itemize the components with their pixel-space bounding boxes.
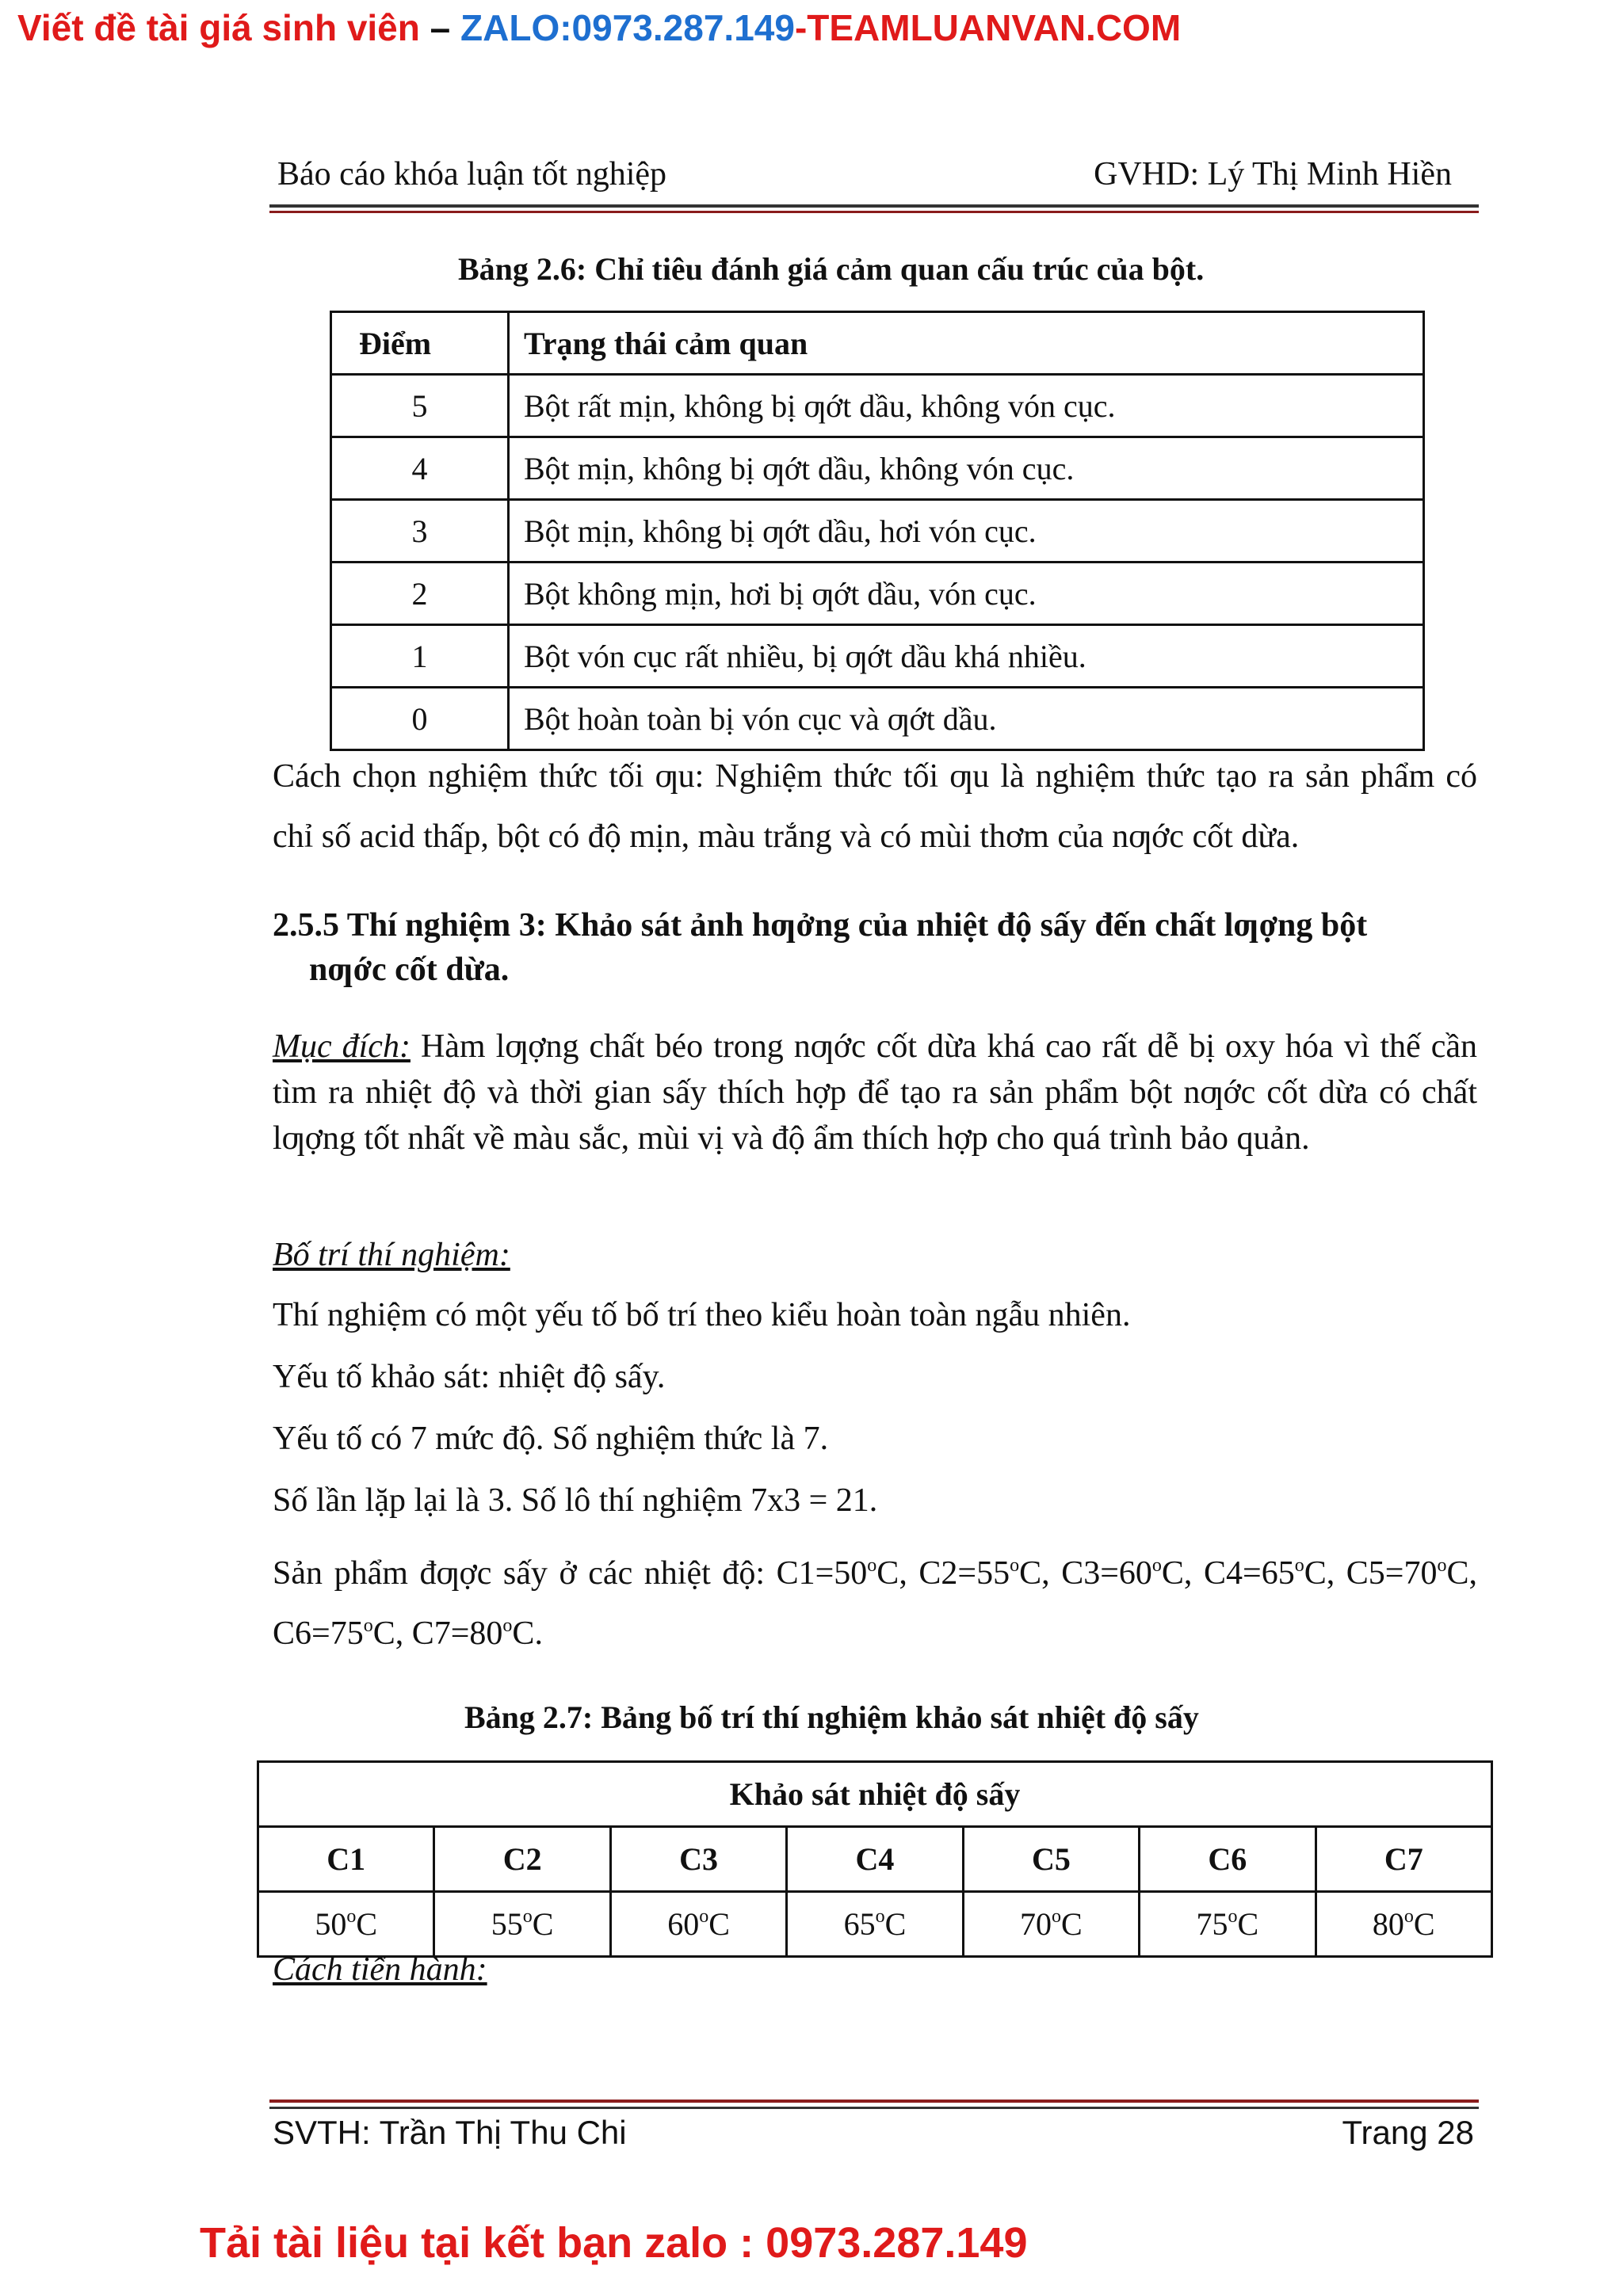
footer-rule: [269, 2107, 1479, 2109]
table-row: [331, 437, 1424, 500]
table-row: [331, 625, 1424, 688]
table2: [257, 1760, 1493, 1958]
table-cell-state: Bột rất mịn, không bị ƣớt dầu, không vón cục.: [509, 375, 1424, 437]
header-rule: [269, 204, 1479, 208]
level-cell: C2: [434, 1827, 610, 1892]
table-cell-state: Bột không mịn, hơi bị ƣớt dầu, vón cục.: [509, 563, 1424, 625]
temp-item: $C5=70^oC$,: [1346, 1555, 1477, 1592]
levels-line: Yếu tố có 7 mức độ. Số nghiệm thức là 7.: [273, 1421, 829, 1457]
footer-rule-accent: [269, 2100, 1479, 2103]
table-header-state: Trạng thái cảm quan: [509, 312, 1424, 375]
temperatures-prefix: Sản phẩm đƣợc sấy ở các nhiệt độ:: [273, 1555, 766, 1592]
table-header-score: Điểm: [331, 312, 509, 375]
table-row: [331, 500, 1424, 563]
temp-item: $C7=80^oC$.: [411, 1615, 543, 1652]
temp-cell: 60$^o$C: [610, 1892, 786, 1957]
table-cell-score: 0: [331, 688, 509, 750]
banner-separator: –: [419, 7, 461, 48]
layout-label: Bố trí thí nghiệm:: [273, 1237, 510, 1273]
temp-cell: 50$^o$C: [258, 1892, 434, 1957]
table1: [330, 311, 1425, 751]
temp-cell: 70$^o$C: [963, 1892, 1139, 1957]
table-cell-score: 3: [331, 500, 509, 563]
section-heading: [273, 903, 1477, 992]
level-cell: C1: [258, 1827, 434, 1892]
purpose-paragraph: [273, 1024, 1477, 1161]
section-heading-line1: 2.5.5 Thí nghiệm 3: Khảo sát ảnh hƣởng của nhiệt độ sấy đến chất lƣợng bột: [273, 907, 1368, 944]
table1-caption: Bảng 2.6: Chỉ tiêu đánh giá cảm quan cấu trúc của bột.: [458, 251, 1205, 287]
banner-text: Viết đề tài giá sinh viên: [17, 7, 420, 48]
factor-line: Yếu tố khảo sát: nhiệt độ sấy.: [273, 1359, 666, 1395]
optimal-treatment-paragraph: Cách chọn nghiệm thức tối ƣu: Nghiệm thức tối ƣu là nghiệm thức tạo ra sản phẩm có chỉ số acid thấp, bột có độ mịn, màu trắng và có mùi thơm của nƣớc cốt dừa.: [273, 758, 1477, 855]
temp-cell: 80$^o$C: [1316, 1892, 1491, 1957]
header-right: GVHD: Lý Thị Minh Hiền: [1094, 156, 1452, 193]
table-header-row: [331, 312, 1424, 375]
table-cell-state: Bột mịn, không bị ƣớt dầu, hơi vón cục.: [509, 500, 1424, 563]
temp-cell: 55$^o$C: [434, 1892, 610, 1957]
table-cell-score: 1: [331, 625, 509, 688]
temp-item: $C3=60^oC$,: [1061, 1555, 1193, 1592]
table-cell-state: Bột mịn, không bị ƣớt dầu, không vón cục.: [509, 437, 1424, 500]
temp-item: $C2=55^oC$,: [918, 1555, 1050, 1592]
footer-author: SVTH: Trần Thị Thu Chi: [273, 2114, 627, 2151]
temp-item: $C4=65^oC$,: [1203, 1555, 1335, 1592]
table2-caption: Bảng 2.7: Bảng bố trí thí nghiệm khảo sát nhiệt độ sấy: [464, 1699, 1199, 1735]
table-cell-state: Bột vón cục rất nhiều, bị ƣớt dầu khá nhiều.: [509, 625, 1424, 688]
banner-site: -TEAMLUANVAN.COM: [794, 7, 1182, 48]
top-banner: [0, 6, 1623, 49]
section-heading-line2: nƣớc cốt dừa.: [309, 952, 510, 988]
table-row: [258, 1892, 1492, 1957]
header-left: Báo cáo khóa luận tốt nghiệp: [277, 156, 667, 193]
temperatures-paragraph: [273, 1543, 1477, 1664]
header-rule-accent: [269, 211, 1479, 213]
level-cell: C3: [610, 1827, 786, 1892]
table-cell-score: 5: [331, 375, 509, 437]
level-cell: C4: [787, 1827, 963, 1892]
temp-cell: 75$^o$C: [1140, 1892, 1316, 1957]
banner-zalo: ZALO:0973.287.149: [460, 7, 795, 48]
bottom-banner: Tải tài liệu tại kết bạn zalo : 0973.287.149: [200, 2219, 1028, 2267]
temp-item: $C6=75^oC$,: [273, 1615, 404, 1652]
table-row: [331, 375, 1424, 437]
page-number: Trang 28: [1342, 2114, 1474, 2151]
temp-item: $C1=50^oC$,: [776, 1555, 907, 1592]
table-cell-state: Bột hoàn toàn bị vón cục và ƣớt dầu.: [509, 688, 1424, 750]
table-cell-score: 2: [331, 563, 509, 625]
replicates-line: Số lần lặp lại là 3. Số lô thí nghiệm 7x3 = 21.: [273, 1482, 878, 1519]
procedure-label: Cách tiến hành:: [273, 1951, 487, 1988]
purpose-label: Mục đích:: [273, 1028, 411, 1065]
level-cell: C7: [1316, 1827, 1491, 1892]
table-row: [331, 563, 1424, 625]
temp-cell: 65$^o$C: [787, 1892, 963, 1957]
table-header-row: [258, 1762, 1492, 1827]
level-cell: C6: [1140, 1827, 1316, 1892]
table2-header: Khảo sát nhiệt độ sấy: [258, 1762, 1492, 1827]
level-cell: C5: [963, 1827, 1139, 1892]
design-line: Thí nghiệm có một yếu tố bố trí theo kiểu hoàn toàn ngẫu nhiên.: [273, 1297, 1131, 1333]
table-row: [331, 688, 1424, 750]
table-cell-score: 4: [331, 437, 509, 500]
table-row: [258, 1827, 1492, 1892]
purpose-text: Hàm lƣợng chất béo trong nƣớc cốt dừa khá cao rất dễ bị oxy hóa vì thế cần tìm ra nhiệt độ và thời gian sấy thích hợp để tạo ra sản phẩm bột nƣớc cốt dừa có chất lƣợng tốt nhất về màu sắc, mùi vị và độ ẩm thích hợp cho quá trình bảo quản.: [273, 1028, 1477, 1157]
